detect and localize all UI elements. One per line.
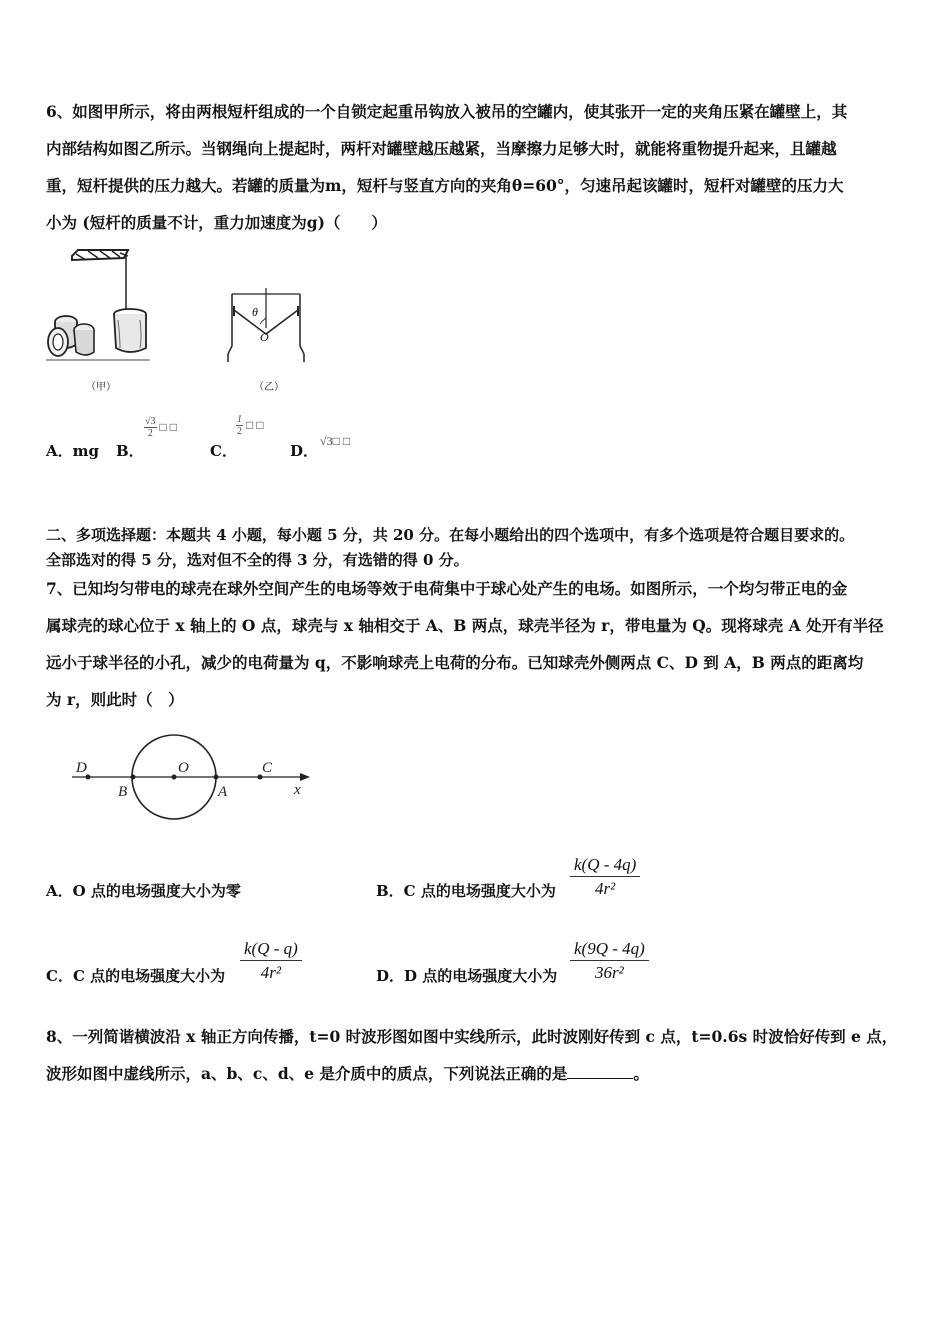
q6-c-tail: □ □ <box>246 418 264 432</box>
figure-yi-caption: （乙） <box>254 382 284 393</box>
question-6-text <box>46 93 908 241</box>
q6-option-a[interactable]: A．mg <box>46 442 99 460</box>
q7-b-numerator: k(Q - 4q) <box>570 854 640 877</box>
q7-label-a: A <box>218 784 228 800</box>
q6-option-d-label[interactable]: D． <box>290 442 319 460</box>
q7-option-d-label[interactable]: D．D 点的电场强度大小为 <box>376 967 558 985</box>
figure-q7-sphere <box>66 730 326 825</box>
q7-label-b: B <box>118 784 128 800</box>
figure-yi-theta-label: θ <box>252 305 258 319</box>
q7-option-b-formula <box>570 854 640 901</box>
question-7-text <box>46 570 908 718</box>
q6-c-den: 2 <box>237 426 242 437</box>
q7-d-numerator: k(9Q - 4q) <box>570 938 649 961</box>
q8-line-2: 波形如图中虚线所示，a、b、c、d、e 是介质中的质点，下列说法正确的是 <box>46 1064 568 1083</box>
q7-option-b-label[interactable]: B．C 点的电场强度大小为 <box>376 882 556 900</box>
q7-option-c-formula <box>240 938 302 985</box>
section-2-instructions <box>46 523 916 573</box>
q7-line-3: 远小于球半径的小孔，减少的电荷量为 q，不影响球壳上电荷的分布。已知球壳外侧两点 C、D 到 A，B 两点的距离均 <box>46 653 864 672</box>
q6-option-b-math <box>144 416 177 439</box>
q7-line-1: 7、已知均匀带电的球壳在球外空间产生的电场等效于电荷集中于球心处产生的电场。如图所示，一个均匀带正电的金 <box>46 579 848 598</box>
question-8-text <box>46 1018 908 1092</box>
q6-line-1: 6、如图甲所示，将由两根短杆组成的一个自锁定起重吊钩放入被吊的空罐内，使其张开一定的夹角压紧在罐壁上，其 <box>46 102 848 121</box>
q7-line-4: 为 r，则此时（ ） <box>46 690 184 709</box>
figure-jia-caption: （甲） <box>86 382 116 393</box>
section-2-line-1: 二、多项选择题：本题共 4 小题，每小题 5 分，共 20 分。在每小题给出的四个选项中，有多个选项是符合题目要求的。 <box>46 526 855 544</box>
q7-option-a[interactable]: A．O 点的电场强度大小为零 <box>46 882 241 900</box>
q8-answer-blank[interactable] <box>567 1064 633 1079</box>
q7-b-denominator: 4r² <box>595 879 616 898</box>
q7-label-c: C <box>262 760 273 776</box>
q6-option-c-math <box>236 414 264 437</box>
q6-b-den: 2 <box>147 428 153 439</box>
q6-line-3: 重，短杆提供的压力越大。若罐的质量为m，短杆与竖直方向的夹角θ=60°，匀速吊起该罐时，短杆对罐壁的压力大 <box>46 176 844 195</box>
section-2-line-2: 全部选对的得 5 分，选对但不全的得 3 分，有选错的得 0 分。 <box>46 551 469 569</box>
q6-option-c-label[interactable]: C． <box>210 442 237 460</box>
q8-line-2-end: 。 <box>633 1064 649 1083</box>
q8-line-2-wrap <box>46 1055 908 1092</box>
q7-option-c-label[interactable]: C．C 点的电场强度大小为 <box>46 967 226 985</box>
figure-jia-crane <box>40 248 170 378</box>
q7-line-2: 属球壳的球心位于 x 轴上的 O 点，球壳与 x 轴相交于 A、B 两点，球壳半径为 r，带电量为 Q。现将球壳 A 处开有半径 <box>46 616 884 635</box>
q8-line-1: 8、一列简谐横波沿 x 轴正方向传播，t=0 时波形图如图中实线所示，此时波刚好传到 c 点，t=0.6s 时波恰好传到 e 点， <box>46 1027 898 1046</box>
figure-yi-cross-section <box>222 288 312 368</box>
q7-c-denominator: 4r² <box>260 963 282 982</box>
q7-label-x: x <box>294 782 301 798</box>
q7-d-denominator: 36r² <box>595 963 624 982</box>
q6-b-tail: □ □ <box>159 420 177 434</box>
figure-yi-o-label: O <box>260 330 269 344</box>
q6-option-d-math: √3□ □ <box>320 434 351 448</box>
q6-b-num: √3 <box>145 416 156 427</box>
q6-c-num: 1 <box>237 414 242 425</box>
q6-line-2: 内部结构如图乙所示。当钢绳向上提起时，两杆对罐壁越压越紧，当摩擦力足够大时，就能将重物提升起来，且罐越 <box>46 139 837 158</box>
q7-c-numerator: k(Q - q) <box>240 938 302 961</box>
q6-line-4: 小为 (短杆的质量不计，重力加速度为g)（ ） <box>46 213 387 232</box>
q6-option-b-label[interactable]: B． <box>116 442 144 460</box>
q7-option-d-formula <box>570 938 649 985</box>
q7-label-o: O <box>178 760 189 776</box>
q7-label-d: D <box>76 760 87 776</box>
